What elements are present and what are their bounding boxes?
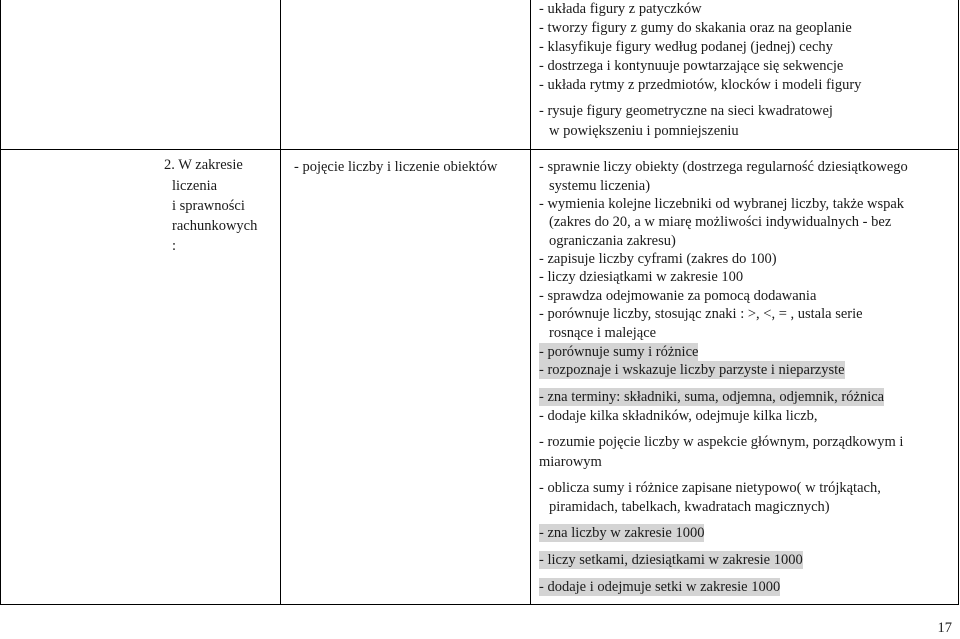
list-item: - oblicza sumy i różnice zapisane nietypowo( w trójkątach,: [539, 480, 881, 496]
area-label: 2. W zakresie: [164, 157, 243, 173]
list-item: ograniczania zakresu): [549, 233, 676, 249]
list-item-highlighted: - liczy setkami, dziesiątkami w zakresie 1000: [539, 552, 803, 568]
list-item: - układa figury z patyczków: [539, 1, 702, 17]
table-border-right: [958, 0, 959, 605]
list-item: - układa rytmy z przedmiotów, klocków i modeli figury: [539, 77, 862, 93]
area-label: i sprawności: [172, 198, 245, 214]
list-item: - sprawnie liczy obiekty (dostrzega regularność dziesiątkowego: [539, 159, 908, 175]
area-label: rachunkowych: [172, 218, 258, 234]
list-item: - klasyfikuje figury według podanej (jednej) cechy: [539, 39, 833, 55]
list-item: - tworzy figury z gumy do skakania oraz na geoplanie: [539, 20, 852, 36]
list-item: w powiększeniu i pomniejszeniu: [549, 123, 739, 139]
table-border-col1: [280, 0, 281, 605]
list-item: piramidach, tabelkach, kwadratach magicznych): [549, 499, 830, 515]
table-row-divider: [0, 149, 959, 150]
list-item: - sprawdza odejmowanie za pomocą dodawania: [539, 288, 817, 304]
list-item: rosnące i malejące: [549, 325, 657, 341]
table-border-left: [0, 0, 1, 605]
content-label: - pojęcie liczby i liczenie obiektów: [294, 159, 498, 175]
list-item-highlighted: - porównuje sumy i różnice: [539, 344, 699, 360]
page-number: 17: [937, 620, 952, 636]
list-item: systemu liczenia): [549, 178, 651, 194]
list-item-highlighted: - zna liczby w zakresie 1000: [539, 525, 705, 541]
list-item: - zapisuje liczby cyframi (zakres do 100): [539, 251, 777, 267]
list-item: - dostrzega i kontynuuje powtarzające się sekwencje: [539, 58, 844, 74]
table-border-col2: [530, 0, 531, 605]
list-item: - liczy dziesiątkami w zakresie 100: [539, 269, 744, 285]
list-item-highlighted: - zna terminy: składniki, suma, odjemna, odjemnik, różnica: [539, 389, 885, 405]
area-label: liczenia: [172, 178, 218, 194]
list-item: - rysuje figury geometryczne na sieci kwadratowej: [539, 103, 833, 119]
list-item: - dodaje kilka składników, odejmuje kilka liczb,: [539, 408, 818, 424]
list-item-highlighted: - dodaje i odejmuje setki w zakresie 1000: [539, 579, 781, 595]
list-item-highlighted: - rozpoznaje i wskazuje liczby parzyste i nieparzyste: [539, 362, 845, 378]
list-item: - rozumie pojęcie liczby w aspekcie głównym, porządkowym i: [539, 434, 904, 450]
list-item: - wymienia kolejne liczebniki od wybranej liczby, także wspak: [539, 196, 905, 212]
list-item: (zakres do 20, a w miarę możliwości indywidualnych - bez: [549, 214, 892, 230]
area-label: :: [172, 238, 177, 254]
list-item: - porównuje liczby, stosując znaki : >, <, = , ustala serie: [539, 306, 863, 322]
list-item: miarowym: [539, 454, 602, 470]
table-border-bottom: [0, 604, 959, 605]
